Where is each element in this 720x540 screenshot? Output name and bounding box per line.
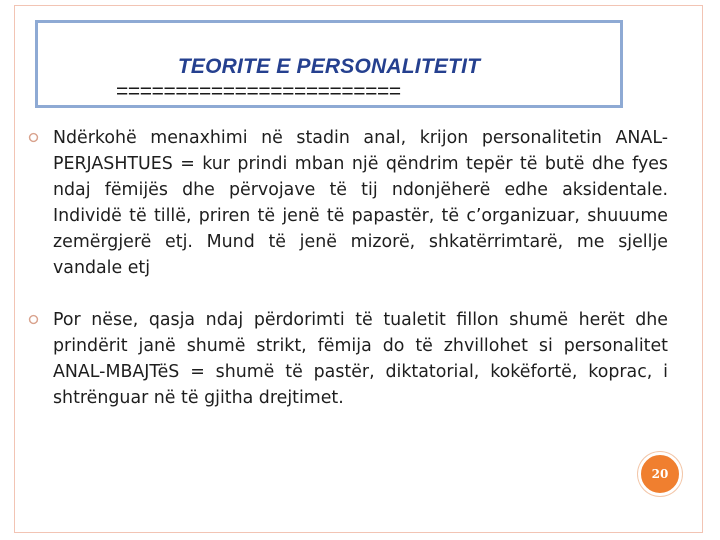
bullet-list xyxy=(28,125,668,411)
hollow-circle-icon xyxy=(28,314,39,325)
bullet-item xyxy=(28,307,668,411)
slide-title: TEORITE E PERSONALITETIT xyxy=(177,55,481,78)
title-box xyxy=(35,20,623,108)
bullet-text: Ndërkohë menaxhimi në stadin anal, krijon personalitetin ANAL-PERJASHTUES = kur prindi mban një qëndrim tepër të butë dhe fyes ndaj fëmijës dhe përvojave të tij ndonjëherë edhe aksidentale. Individë të tillë, priren të jenë të papastër, të c’organizuar, shuuume zemërgjerë etj. Mund të jenë mizorë, shkatërrimtarë, me sjellje vandale etj xyxy=(53,128,668,278)
bullet-text: Por nëse, qasja ndaj përdorimti të tualetit fillon shumë herët dhe prindërit janë shumë strikt, fëmija do të zhvillohet si personalitet ANAL-MBAJTëS = shumë të pastër, diktatorial, kokëfortë, koprac, i shtrënguar në të gjitha drejtimet. xyxy=(53,310,668,408)
hollow-circle-icon xyxy=(28,132,39,143)
page-number-badge: 20 xyxy=(638,452,682,496)
title-underline: ======================== xyxy=(116,80,401,103)
bullet-item xyxy=(28,125,668,281)
